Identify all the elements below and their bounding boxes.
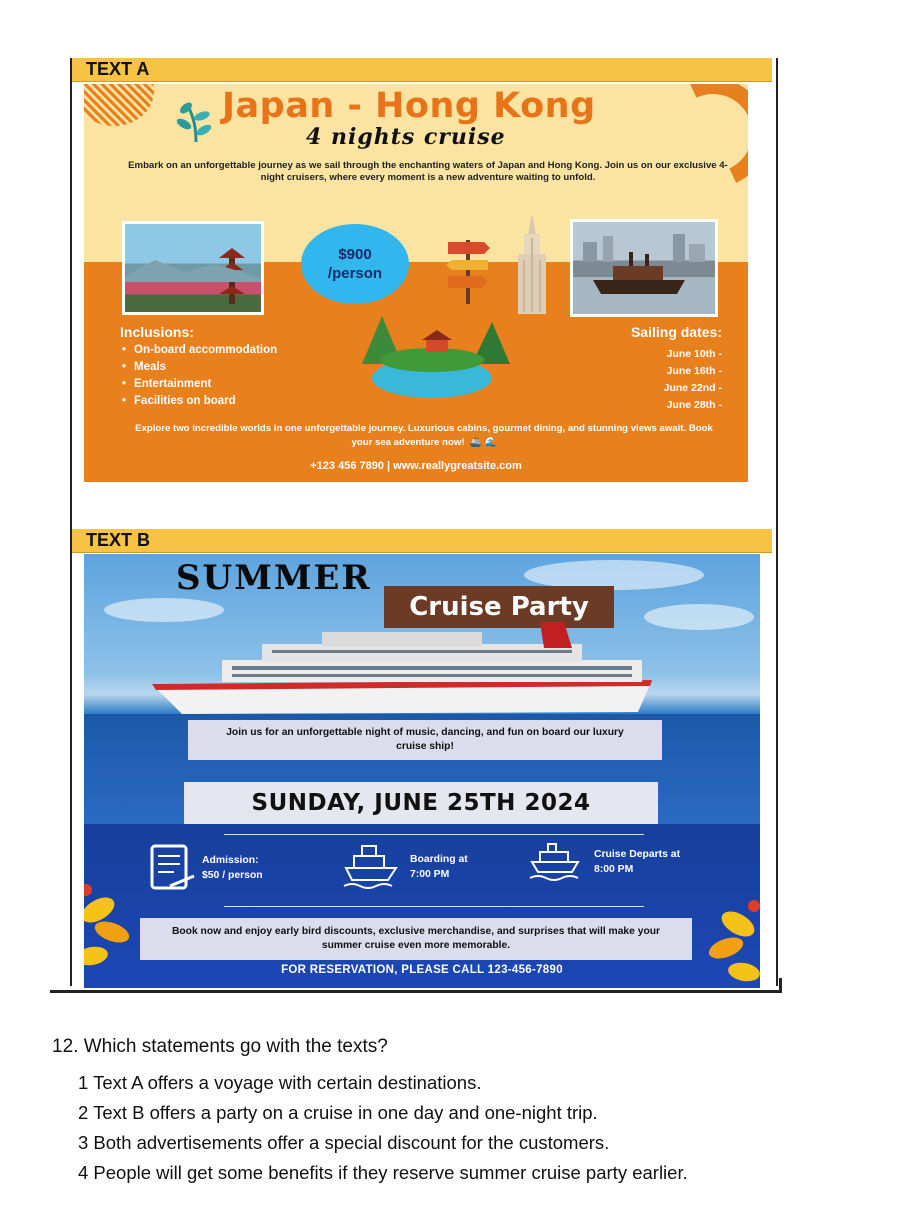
- text-b-label: TEXT B: [72, 529, 772, 553]
- wave-emoji-icon: 🌊: [484, 437, 497, 448]
- ad-a-description: Embark on an unforgettable journey as we sail through the enchanting waters of Japan and Hong Kong. Join us on our exclusive 4-night cruisers, where every moment is a new adventure waiting to unfold.: [128, 160, 728, 183]
- divider: [224, 834, 644, 835]
- offer-text: Book now and enjoy early bird discounts, exclusive merchandise, and surprises that will make your summer cruise even more memorable.: [171, 926, 661, 951]
- list-item: • On-board accommodation: [122, 342, 277, 359]
- price-badge: [301, 224, 409, 304]
- inclusions-list: [122, 342, 277, 410]
- list-item: June 16th -: [666, 365, 722, 377]
- cruise-party-heading: Cruise Party: [384, 586, 614, 628]
- flower-icon: [84, 880, 134, 980]
- list-item: 3 Both advertisements offer a special discount for the customers.: [78, 1132, 610, 1153]
- flower-icon: [704, 894, 760, 988]
- answer-options: [78, 1068, 688, 1188]
- list-item: • Facilities on board: [122, 393, 277, 410]
- departs-info: [528, 842, 680, 882]
- list-item: 2 Text B offers a party on a cruise in one day and one-night trip.: [78, 1102, 598, 1123]
- cruise-ship-icon: [152, 620, 672, 716]
- ad-a-closing-text: [124, 422, 724, 450]
- list-item: June 22nd -: [663, 382, 722, 394]
- admission-info: [146, 842, 263, 894]
- list-item: 4 People will get some benefits if they reserve summer cruise party earlier.: [78, 1162, 688, 1183]
- list-item: June 10th -: [666, 348, 722, 360]
- list-item: • Entertainment: [122, 376, 277, 393]
- cloud-shape: [104, 598, 224, 622]
- cruise-icon: [528, 842, 582, 882]
- offer-box: [140, 918, 692, 960]
- price-amount: $900: [338, 246, 372, 263]
- admission-label: Admission:: [202, 855, 259, 866]
- ship-emoji-icon: 🚢: [467, 437, 482, 448]
- ad-a-closing: Explore two incredible worlds in one unforgettable journey. Luxurious cabins, gourmet dining, and stunning views await. Book your sea adventure now!: [135, 423, 713, 448]
- invite-box: [188, 720, 662, 760]
- divider: [224, 906, 644, 907]
- leaf-icon: [176, 98, 216, 142]
- list-item: June 28th -: [666, 399, 722, 411]
- price-unit: /person: [327, 265, 383, 282]
- sailing-dates-list: [664, 346, 722, 414]
- boarding-info: [342, 842, 468, 892]
- ad-a-title: Japan - Hong Kong: [222, 86, 596, 126]
- admission-value: $50 / person: [202, 870, 263, 881]
- sailing-dates-title: Sailing dates:: [630, 324, 722, 340]
- list-item: • Meals: [122, 359, 277, 376]
- event-date: SUNDAY, JUNE 25TH 2024: [184, 782, 658, 824]
- ad-a-subtitle: 4 nights cruise: [306, 124, 506, 150]
- ticket-icon: [146, 842, 198, 894]
- ad-a-contact: +123 456 7890 | www.reallygreatsite.com: [310, 460, 522, 472]
- boarding-value: 7:00 PM: [410, 869, 450, 880]
- summer-heading: SUMMER: [176, 558, 372, 598]
- pagoda-photo: [122, 221, 264, 315]
- list-item: 1 Text A offers a voyage with certain destinations.: [78, 1072, 482, 1093]
- junk-boat-photo: [570, 219, 718, 317]
- skyscraper-icon: [512, 214, 552, 314]
- ship-icon: [342, 842, 400, 892]
- invite-text: Join us for an unforgettable night of music, dancing, and fun on board our luxury cruise ship!: [226, 727, 624, 752]
- question-prompt: 12. Which statements go with the texts?: [52, 1036, 388, 1057]
- frame-tick: [779, 978, 782, 993]
- island-illustration-icon: [342, 302, 512, 402]
- text-a-label: TEXT A: [72, 58, 772, 82]
- boarding-label: Boarding at: [410, 854, 468, 865]
- text-b-advertisement: [84, 554, 760, 988]
- departs-value: 8:00 PM: [594, 864, 634, 875]
- text-a-advertisement: [84, 84, 748, 482]
- frame-underline: [50, 990, 782, 993]
- reservation-text: FOR RESERVATION, PLEASE CALL 123-456-7890: [281, 964, 563, 976]
- signpost-icon: [444, 234, 492, 304]
- inclusions-title: Inclusions:: [120, 324, 194, 340]
- departs-label: Cruise Departs at: [594, 849, 681, 860]
